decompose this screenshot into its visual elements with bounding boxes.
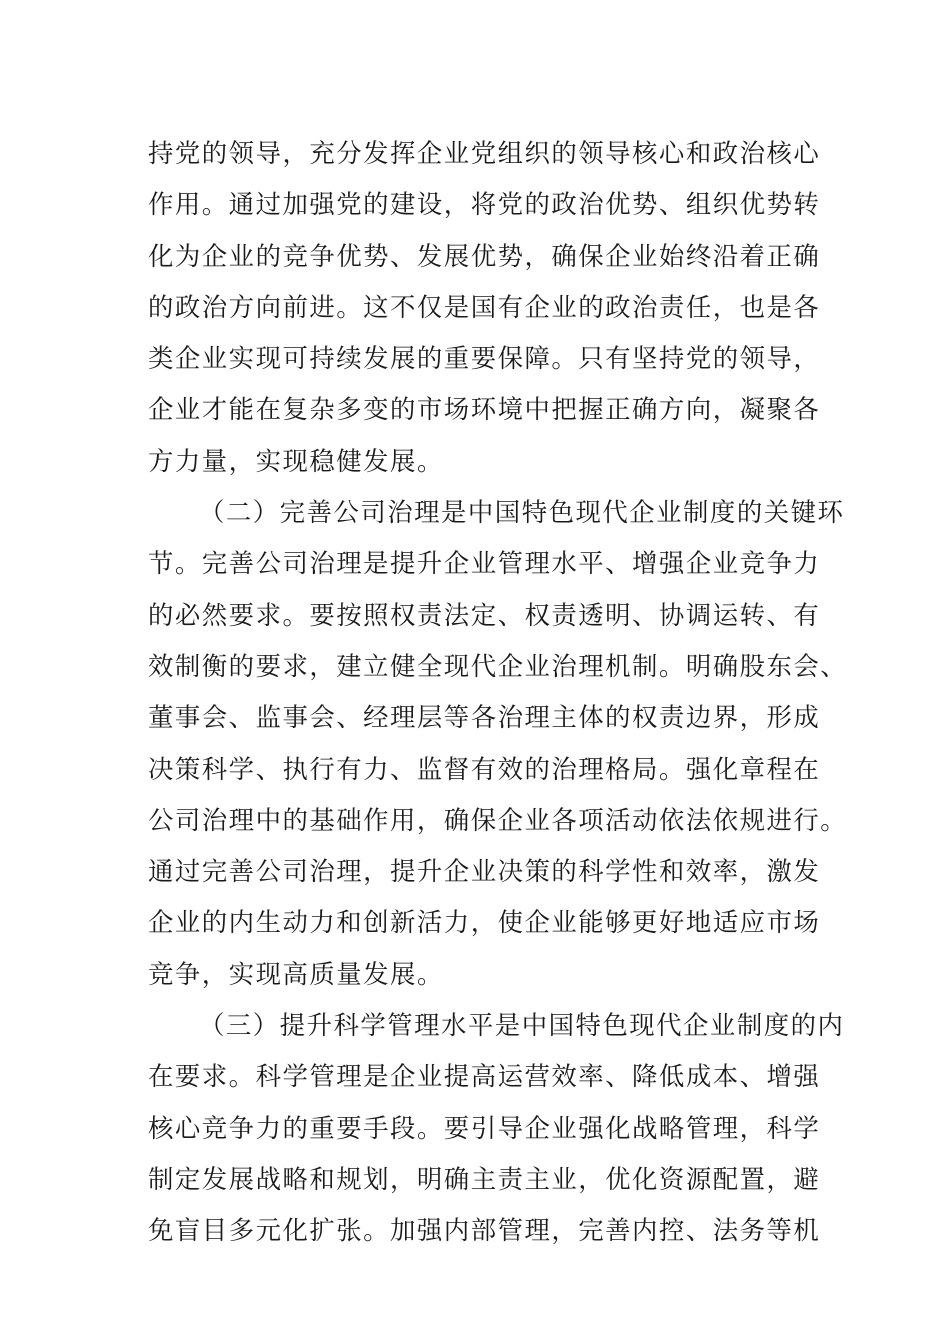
text-line: 决策科学、执行有力、监督有效的治理格局。强化章程在 bbox=[148, 753, 821, 784]
text-line: 方力量，实现稳健发展。 bbox=[148, 445, 444, 476]
text-line: 在要求。科学管理是企业提高运营效率、降低成本、增强 bbox=[148, 1061, 821, 1092]
text-line: 节。完善公司治理是提升企业管理水平、增强企业竞争力 bbox=[148, 548, 821, 579]
text-line: 的必然要求。要按照权责法定、权责透明、协调运转、有 bbox=[148, 599, 821, 630]
text-line: 化为企业的竞争优势、发展优势，确保企业始终沿着正确 bbox=[148, 240, 821, 271]
text-line: 免盲目多元化扩张。加强内部管理，完善内控、法务等机 bbox=[148, 1215, 821, 1246]
paragraph-start-line: （三）提升科学管理水平是中国特色现代企业制度的内 bbox=[199, 1010, 845, 1041]
text-line: 效制衡的要求，建立健全现代企业治理机制。明确股东会、 bbox=[148, 650, 848, 681]
paragraph-start-line: （二）完善公司治理是中国特色现代企业制度的关键环 bbox=[199, 497, 845, 528]
body-text bbox=[148, 128, 848, 1257]
text-line: 作用。通过加强党的建设，将党的政治优势、组织优势转 bbox=[148, 189, 821, 220]
text-line: 企业的内生动力和创新活力，使企业能够更好地适应市场 bbox=[148, 907, 821, 938]
text-line: 企业才能在复杂多变的市场环境中把握正确方向，凝聚各 bbox=[148, 394, 821, 425]
text-line: 董事会、监事会、经理层等各治理主体的权责边界，形成 bbox=[148, 702, 821, 733]
text-line: 核心竞争力的重要手段。要引导企业强化战略管理，科学 bbox=[148, 1112, 821, 1143]
text-line: 通过完善公司治理，提升企业决策的科学性和效率，激发 bbox=[148, 856, 821, 887]
text-line: 类企业实现可持续发展的重要保障。只有坚持党的领导， bbox=[148, 343, 821, 374]
text-line: 竞争，实现高质量发展。 bbox=[148, 958, 444, 989]
text-line: 持党的领导，充分发挥企业党组织的领导核心和政治核心 bbox=[148, 138, 821, 168]
text-line: 公司治理中的基础作用，确保企业各项活动依法依规进行。 bbox=[148, 804, 848, 835]
text-line: 制定发展战略和规划，明确主责主业，优化资源配置，避 bbox=[148, 1163, 821, 1194]
text-line: 的政治方向前进。这不仅是国有企业的政治责任，也是各 bbox=[148, 291, 821, 322]
